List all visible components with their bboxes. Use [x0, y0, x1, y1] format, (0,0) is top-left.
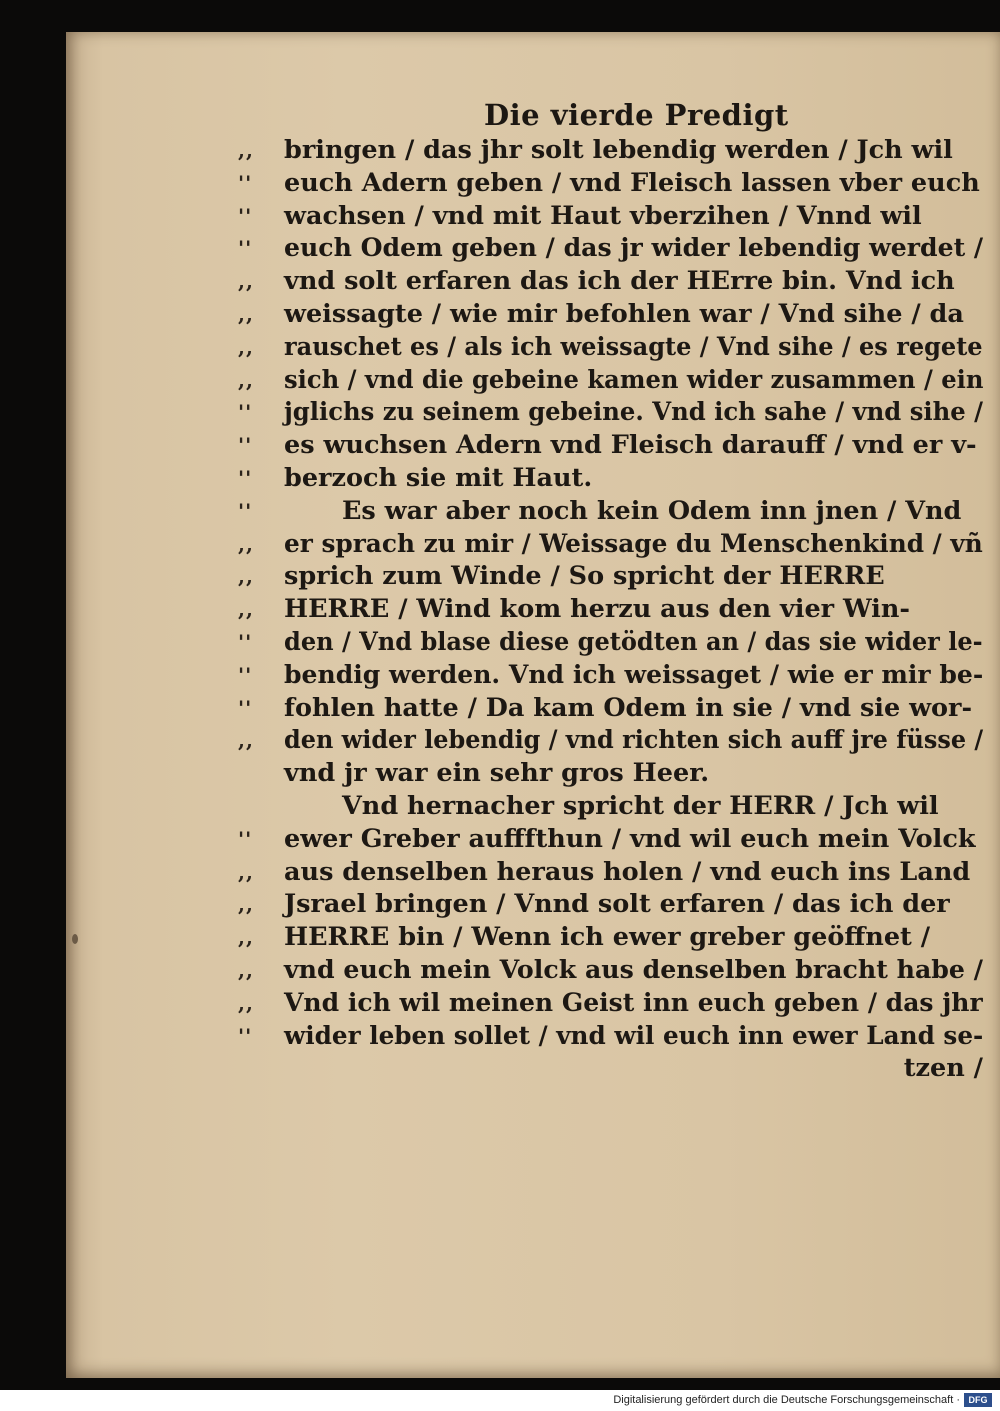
line-text: HERRE / Wind kom herzu aus den vier Win-	[284, 594, 910, 625]
text-line	[238, 429, 983, 462]
line-text: weissagte / wie mir befohlen war / Vnd sihe / da	[284, 298, 964, 329]
quote-marker: ,,	[238, 925, 254, 950]
quote-marker: ''	[238, 826, 253, 851]
text-line	[238, 724, 983, 757]
text-line	[238, 396, 983, 429]
line-text: vnd euch mein Volck aus denselben bracht habe /	[284, 954, 983, 985]
quote-marker: ''	[238, 400, 253, 425]
quote-marker: ''	[238, 498, 253, 523]
quote-marker: ''	[238, 662, 253, 687]
quote-marker: ,,	[238, 597, 254, 622]
quote-marker: ,,	[238, 269, 254, 294]
line-text: sich / vnd die gebeine kamen wider zusammen / ein	[284, 364, 984, 395]
text-line	[238, 790, 983, 823]
text-line	[238, 495, 983, 528]
line-text: wider leben sollet / vnd wil euch inn ewer Land se-	[284, 1020, 984, 1051]
quote-marker: ,,	[238, 892, 254, 917]
footer-credit: Digitalisierung gefördert durch die Deutsche Forschungsgemeinschaft ·	[613, 1394, 960, 1406]
text-line	[238, 659, 983, 692]
quote-marker: ''	[238, 433, 253, 458]
quote-marker: ''	[238, 1023, 253, 1048]
line-text: Vnd hernacher spricht der HERR / Jch wil	[342, 790, 939, 821]
line-text: Jsrael bringen / Vnnd solt erfaren / das ich der	[284, 889, 950, 920]
catchword: tzen /	[903, 1053, 983, 1084]
text-line	[238, 528, 983, 561]
quote-marker: ,,	[238, 367, 254, 392]
text-line	[238, 200, 983, 233]
dfg-logo: DFG	[964, 1393, 992, 1407]
text-line	[238, 593, 983, 626]
line-text: vnd jr war ein sehr gros Heer.	[284, 758, 710, 789]
text-line	[238, 298, 983, 331]
line-text: vnd solt erfaren das ich der HErre bin. Vnd ich	[284, 266, 955, 297]
quote-marker: ''	[238, 236, 253, 261]
line-text: den / Vnd blase diese getödten an / das sie wider le-	[284, 626, 983, 657]
text-line	[238, 856, 983, 889]
text-line	[238, 265, 983, 298]
text-line	[238, 921, 983, 954]
quote-marker: ,,	[238, 301, 254, 326]
text-line	[238, 232, 983, 265]
body-text	[238, 134, 983, 1085]
quote-marker: ,,	[238, 564, 254, 589]
line-text: aus denselben heraus holen / vnd euch ins Land	[284, 856, 971, 887]
line-text: HERRE bin / Wenn ich ewer greber geöffnet /	[284, 922, 931, 953]
text-line	[238, 462, 983, 495]
text-line	[238, 757, 983, 790]
running-head: Die vierde Predigt	[484, 98, 789, 132]
quote-marker: ''	[238, 695, 253, 720]
text-line	[238, 954, 983, 987]
quote-marker: ,,	[238, 334, 254, 359]
quote-marker: ,,	[238, 859, 254, 884]
ink-smudge	[72, 934, 78, 944]
line-text: berzoch sie mit Haut.	[284, 462, 593, 493]
line-text: Es war aber noch kein Odem inn jnen / Vnd	[342, 495, 962, 526]
quote-marker: ''	[238, 629, 253, 654]
line-text: bendig werden. Vnd ich weissaget / wie er mir be-	[284, 659, 984, 690]
line-text: Vnd ich wil meinen Geist inn euch geben / das jhr	[284, 987, 983, 1018]
quote-marker: ''	[238, 170, 253, 195]
text-line	[238, 1020, 983, 1053]
text-line	[238, 823, 983, 856]
quote-marker: ,,	[238, 957, 254, 982]
line-text: ewer Greber aufffthun / vnd wil euch mein Volck	[284, 823, 976, 854]
line-text: sprich zum Winde / So spricht der HERRE	[284, 561, 885, 592]
line-text: euch Odem geben / das jr wider lebendig werdet /	[284, 233, 984, 264]
line-text: er sprach zu mir / Weissage du Menschenkind / vñ	[284, 528, 983, 559]
text-line	[238, 888, 983, 921]
footer-bar	[0, 1390, 1000, 1411]
text-line	[238, 692, 983, 725]
catchword-line	[238, 1052, 983, 1085]
quote-marker: ,,	[238, 531, 254, 556]
line-text: euch Adern geben / vnd Fleisch lassen vber euch	[284, 167, 980, 198]
quote-marker: ''	[238, 465, 253, 490]
quote-marker: ''	[238, 203, 253, 228]
text-line	[238, 626, 983, 659]
line-text: es wuchsen Adern vnd Fleisch darauff / vnd er v-	[284, 430, 977, 461]
text-line	[238, 987, 983, 1020]
quote-marker: ,,	[238, 728, 254, 753]
text-line	[238, 560, 983, 593]
quote-marker: ,,	[238, 138, 254, 162]
line-text: bringen / das jhr solt lebendig werden / Jch wil	[284, 135, 953, 165]
text-line	[238, 134, 983, 167]
line-text: wachsen / vnd mit Haut vberzihen / Vnnd wil	[284, 200, 922, 231]
line-text: rauschet es / als ich weissagte / Vnd sihe / es regete	[284, 331, 983, 362]
text-line	[238, 167, 983, 200]
text-line	[238, 331, 983, 364]
line-text: jglichs zu seinem gebeine. Vnd ich sahe / vnd sihe /	[284, 397, 984, 428]
text-line	[238, 364, 983, 397]
line-text: fohlen hatte / Da kam Odem in sie / vnd sie wor-	[284, 692, 973, 723]
line-text: den wider lebendig / vnd richten sich auff jre füsse /	[284, 725, 984, 756]
quote-marker: ,,	[238, 990, 254, 1015]
